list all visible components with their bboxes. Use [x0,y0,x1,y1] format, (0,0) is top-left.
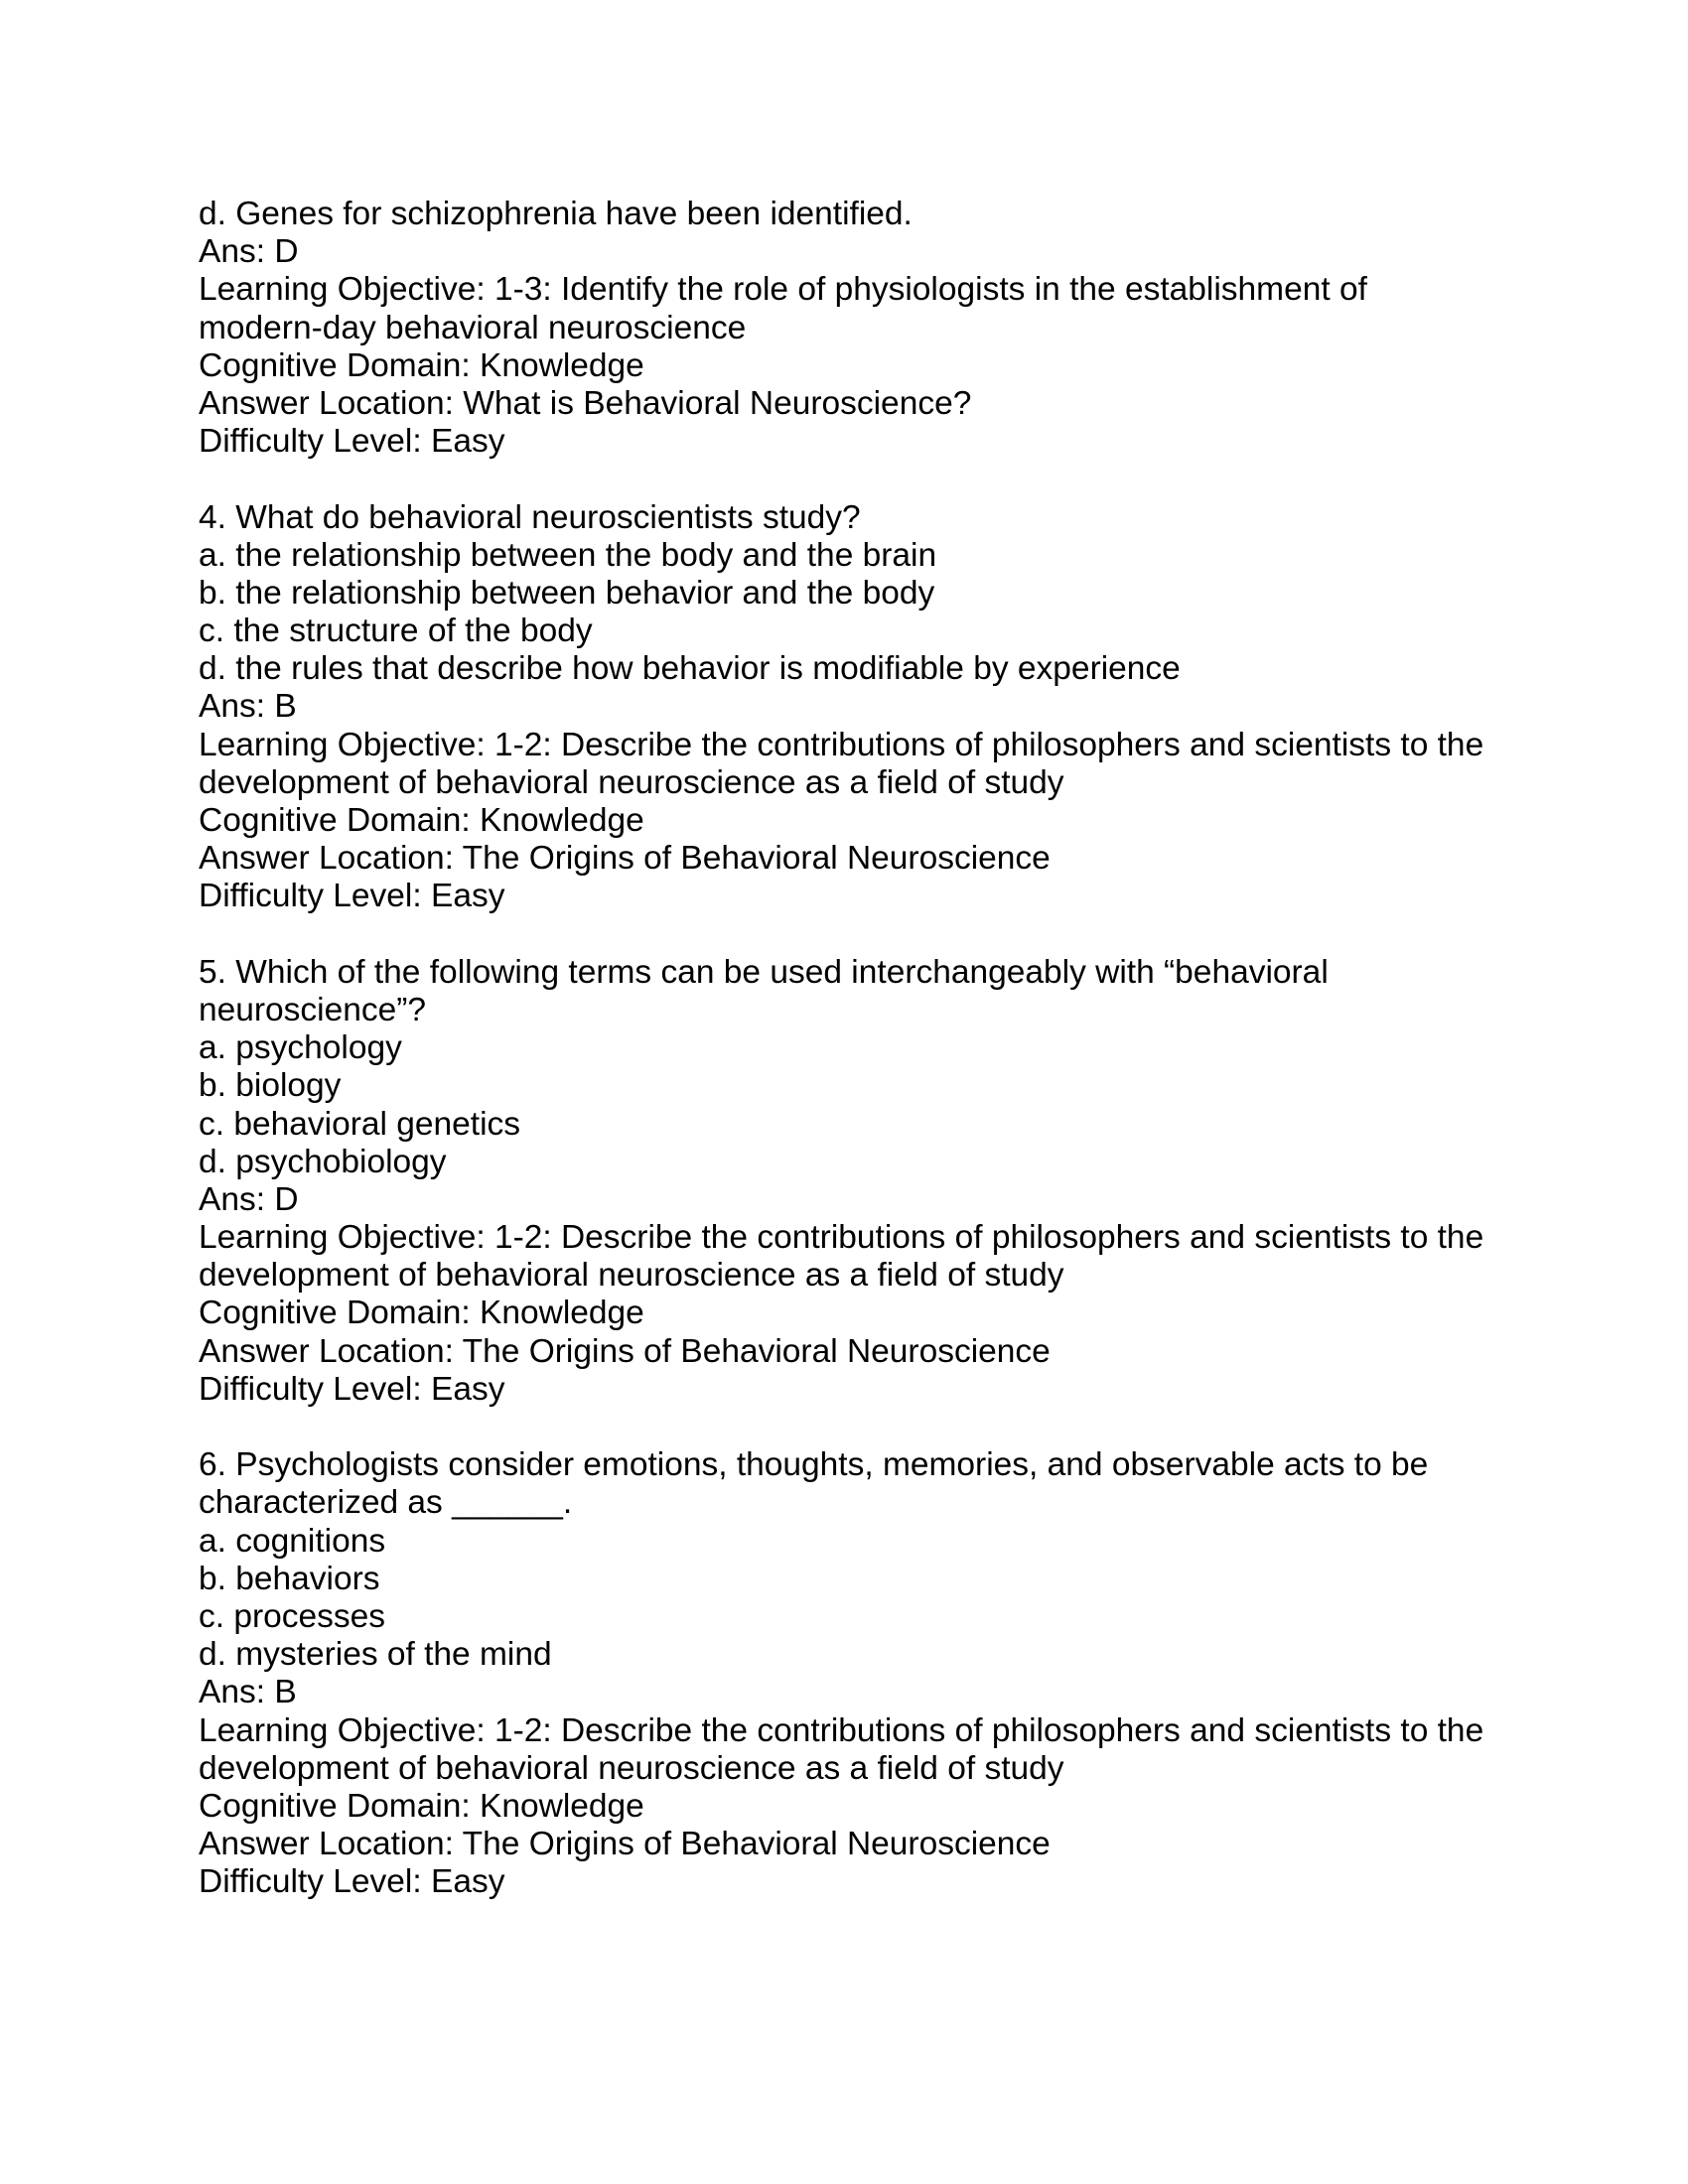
cognitive-domain: Cognitive Domain: Knowledge [199,1787,644,1825]
answer: Ans: D [199,1180,299,1218]
question-stem: 4. What do behavioral neuroscientists study? [199,498,861,536]
answer-location: Answer Location: The Origins of Behavioral Neuroscience [199,1332,1051,1370]
question-stem: 6. Psychologists consider emotions, thoughts, memories, and observable acts to be [199,1446,1429,1484]
answer: Ans: B [199,688,297,726]
option-c: c. processes [199,1597,386,1635]
difficulty-level: Difficulty Level: Easy [199,423,505,461]
difficulty-level: Difficulty Level: Easy [199,878,505,915]
option-d: d. Genes for schizophrenia have been identified. [199,196,913,232]
answer: Ans: B [199,1674,297,1711]
option-a: a. psychology [199,1029,402,1067]
answer-location: Answer Location: The Origins of Behavioral Neuroscience [199,840,1051,878]
question-5 [199,954,1529,1409]
option-a: a. cognitions [199,1522,386,1560]
question-stem-cont: characterized as ______. [199,1484,573,1522]
learning-objective: Learning Objective: 1-2: Describe the contributions of philosophers and scientists to the [199,726,1484,763]
spacer [199,1409,1529,1446]
question-6 [199,1446,1529,1901]
cognitive-domain: Cognitive Domain: Knowledge [199,802,644,839]
difficulty-level: Difficulty Level: Easy [199,1863,505,1901]
option-d: d. mysteries of the mind [199,1636,552,1674]
option-d: d. psychobiology [199,1143,447,1180]
learning-objective-cont: development of behavioral neuroscience as a field of study [199,1749,1064,1787]
question-4 [199,499,1529,916]
cognitive-domain: Cognitive Domain: Knowledge [199,346,644,384]
spacer [199,916,1529,954]
cognitive-domain: Cognitive Domain: Knowledge [199,1295,644,1332]
option-c: c. behavioral genetics [199,1105,521,1143]
learning-objective: Learning Objective: 1-3: Identify the role of physiologists in the establishment of [199,271,1367,309]
document-page [199,196,1529,1901]
option-b: b. the relationship between behavior and the body [199,574,935,612]
question-3-continuation [199,196,1529,461]
learning-objective: Learning Objective: 1-2: Describe the contributions of philosophers and scientists to the [199,1711,1484,1749]
option-d: d. the rules that describe how behavior is modifiable by experience [199,650,1181,688]
learning-objective-cont: modern-day behavioral neuroscience [199,309,747,346]
spacer [199,461,1529,498]
learning-objective: Learning Objective: 1-2: Describe the contributions of philosophers and scientists to the [199,1219,1484,1257]
option-b: b. biology [199,1067,342,1105]
difficulty-level: Difficulty Level: Easy [199,1370,505,1408]
option-c: c. the structure of the body [199,613,593,650]
learning-objective-cont: development of behavioral neuroscience as a field of study [199,763,1064,801]
option-a: a. the relationship between the body and the brain [199,536,937,574]
answer-location: Answer Location: What is Behavioral Neuroscience? [199,384,972,422]
learning-objective-cont: development of behavioral neuroscience as a field of study [199,1257,1064,1295]
question-stem-cont: neuroscience”? [199,991,427,1028]
answer: Ans: D [199,233,299,271]
option-b: b. behaviors [199,1560,380,1597]
question-stem: 5. Which of the following terms can be used interchangeably with “behavioral [199,953,1329,991]
answer-location: Answer Location: The Origins of Behavioral Neuroscience [199,1826,1051,1863]
